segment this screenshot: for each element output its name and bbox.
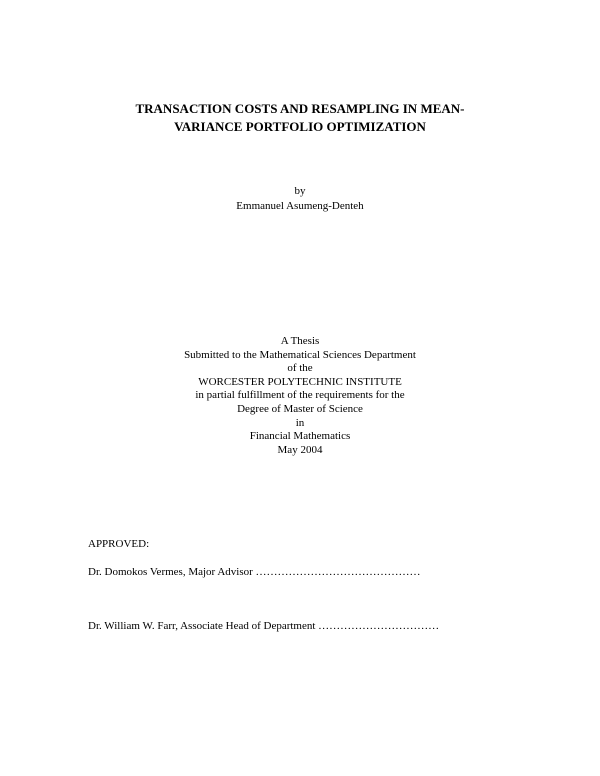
approved-label: APPROVED: (88, 538, 150, 550)
thesis-title (0, 100, 600, 136)
signature-line-major-advisor: Dr. Domokos Vermes, Major Advisor ……………………………………… (88, 566, 421, 578)
thesis-statement (0, 335, 600, 457)
thesis-line-type: A Thesis (280, 335, 320, 347)
author-name: Emmanuel Asumeng-Denteh (236, 200, 364, 212)
thesis-line-department: Submitted to the Mathematical Sciences Department (184, 348, 416, 361)
thesis-line-institute: WORCESTER POLYTECHNIC INSTITUTE (198, 375, 402, 388)
thesis-line-degree: Degree of Master of Science (237, 402, 363, 415)
title-line-2: VARIANCE PORTFOLIO OPTIMIZATION (174, 119, 426, 134)
title-line-1: TRANSACTION COSTS AND RESAMPLING IN MEAN- (135, 101, 465, 116)
thesis-line-in: in (295, 416, 305, 429)
signature-line-department-head: Dr. William W. Farr, Associate Head of Department …………………………… (88, 620, 440, 632)
by-label: by (294, 185, 306, 197)
thesis-line-of-the: of the (287, 362, 313, 375)
thesis-line-field: Financial Mathematics (249, 430, 351, 443)
thesis-line-partial-fulfillment: in partial fulfillment of the requirements for the (195, 389, 405, 402)
author-block (0, 184, 600, 214)
thesis-line-date: May 2004 (277, 443, 323, 456)
